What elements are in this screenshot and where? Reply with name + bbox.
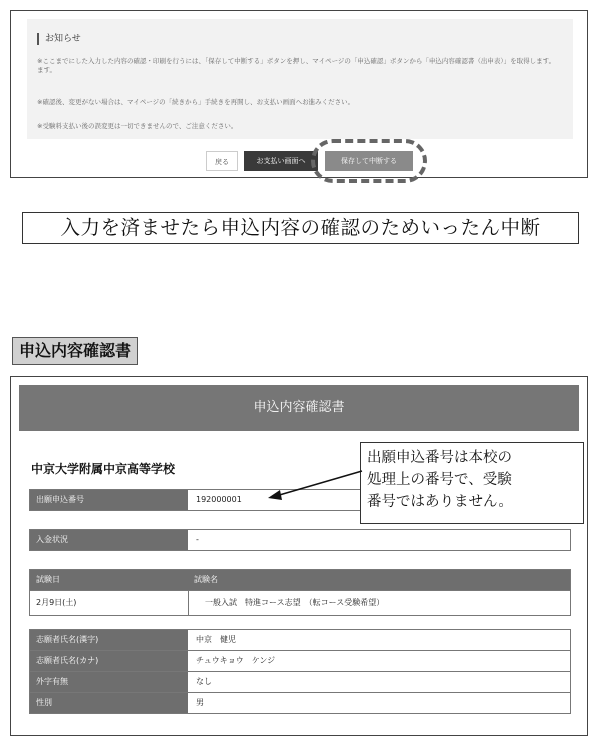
gaiji-label: 外字有無 (30, 672, 188, 692)
name-kanji-row (29, 629, 571, 651)
notice-box (27, 19, 573, 139)
notice-text-3: ※受験料支払い後の誤変更は一切できませんので、ご注意ください。 (37, 122, 238, 130)
save-and-suspend-button[interactable]: 保存して中断する (325, 151, 413, 171)
callout-line-3: 番号ではありません。 (367, 494, 513, 510)
back-button[interactable]: 戻る (206, 151, 238, 171)
gaiji-value: なし (196, 677, 212, 686)
confirmation-document (10, 376, 588, 736)
name-kana-value: チュウキョウ ケンジ (196, 656, 276, 665)
gender-label: 性別 (30, 693, 188, 713)
section-label: 申込内容確認書 (12, 337, 138, 365)
name-kana-row (29, 650, 571, 672)
notice-text-1: ※ここまでにした入力した内容の確認・印刷を行うには、「保存して中断する」ボタンを押し、マイページの「申込確認」ボタンから「申込内容確認書（出申表）」を取得します。 (37, 57, 556, 65)
exam-value-row (29, 590, 571, 616)
instruction-caption: 入力を済ませたら申込内容の確認のためいったん中断 (22, 212, 579, 244)
gender-row (29, 692, 571, 714)
exam-date-value: 2月9日(土) (36, 598, 77, 607)
callout-note (360, 442, 584, 524)
notice-panel (10, 10, 588, 178)
notice-button-row (11, 151, 587, 171)
exam-name-value: 一般入試 特進コース志望 （転コース受験希望） (205, 598, 385, 607)
name-kanji-value: 中京 健児 (196, 635, 236, 644)
gaiji-row (29, 671, 571, 693)
highlight-ring (311, 139, 427, 183)
notice-title: お知らせ (37, 33, 81, 45)
application-number-label: 出願申込番号 (30, 490, 188, 510)
callout-line-1: 出願申込番号は本校の (367, 450, 512, 466)
document-header: 申込内容確認書 (19, 385, 579, 431)
payment-screen-button[interactable]: お支払い画面へ (244, 151, 318, 171)
name-kana-label: 志願者氏名(カナ) (30, 651, 188, 671)
exam-name-label: 試験名 (188, 570, 570, 590)
notice-text-2: ※確認後、変更がない場合は、マイページの「続きから」手続きを再開し、お支払い画面へお進みください。 (37, 98, 355, 106)
payment-status-value: - (196, 535, 199, 544)
exam-date-label: 試験日 (30, 570, 188, 590)
notice-text-1b: ます。 (37, 66, 56, 74)
application-number-value: 192000001 (196, 495, 242, 504)
exam-header-row (29, 569, 571, 591)
name-kanji-label: 志願者氏名(漢字) (30, 630, 188, 650)
gender-value: 男 (196, 698, 204, 707)
payment-status-label: 入金状況 (30, 530, 188, 550)
callout-line-2: 処理上の番号で、受験 (367, 472, 512, 488)
payment-status-row (29, 529, 571, 551)
school-name: 中京大学附属中京高等学校 (31, 462, 176, 476)
